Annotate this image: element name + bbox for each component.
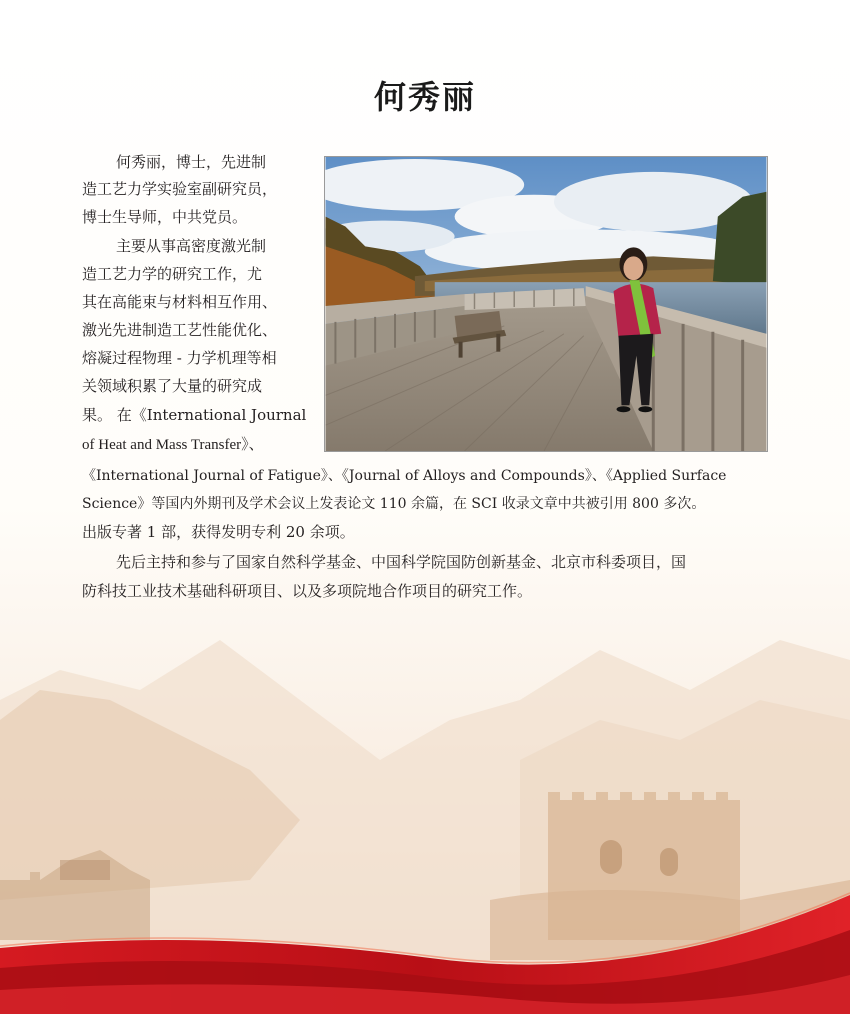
- bio-line: 造工艺力学实验室副研究员，: [82, 180, 278, 198]
- bio-line: Science》等国内外期刊及学术会议上发表论文 110 余篇，在 SCI 收录文章中共被引用 800 多次。: [82, 496, 706, 512]
- bio-line: 博士生导师，中共党员。: [82, 208, 248, 226]
- bio-line: 防科技工业技术基础科研项目、以及多项院地合作项目的研究工作。: [82, 582, 533, 600]
- bio-line: 关领域积累了大量的研究成: [82, 377, 263, 395]
- bio-line: 其在高能束与材料相互作用、: [82, 293, 278, 311]
- portrait-photo: [324, 156, 768, 452]
- bio-line: 主要从事高密度激光制: [116, 237, 267, 255]
- bio-line: of Heat and Mass Transfer》、: [82, 437, 264, 453]
- bio-line: 《International Journal of Fatigue》、《Journal of Alloys and Compounds》、《Applied Surface: [82, 468, 727, 484]
- bio-line: 激光先进制造工艺性能优化、: [82, 321, 278, 339]
- bio-line: 先后主持和参与了国家自然科学基金、中国科学院国防创新基金、北京市科委项目，国: [116, 553, 687, 571]
- page-title: 何秀丽: [373, 78, 476, 116]
- bio-line: 何秀丽，博士，先进制: [116, 153, 267, 171]
- bio-line: 果。 在《International Journal: [82, 406, 307, 424]
- bio-line: 造工艺力学的研究工作，尤: [82, 265, 263, 283]
- bio-line: 熔凝过程物理 - 力学机理等相: [82, 349, 277, 367]
- bio-line: 出版专著 1 部，获得发明专利 20 余项。: [82, 523, 355, 541]
